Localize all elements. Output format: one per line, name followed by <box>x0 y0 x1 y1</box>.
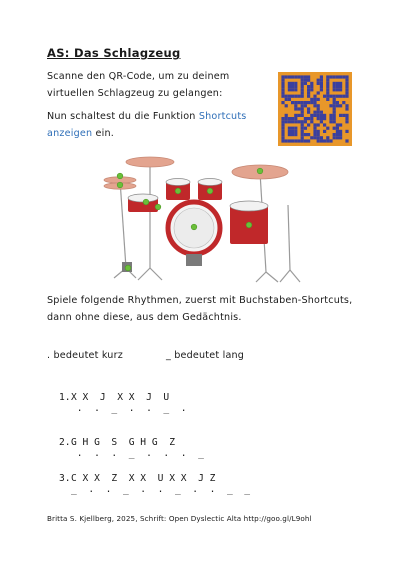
qr-module <box>310 82 313 85</box>
qr-module <box>301 85 304 88</box>
qr-module <box>294 127 297 130</box>
qr-module <box>301 130 304 133</box>
qr-module <box>345 75 348 78</box>
qr-module <box>317 107 320 110</box>
qr-module <box>320 82 323 85</box>
qr-module <box>281 139 284 142</box>
qr-module <box>336 133 339 136</box>
intro-text-qr: Scanne den QR-Code, um zu deinem virtuellen Schlagzeug zu gelangen: <box>47 71 230 99</box>
rhythm-durations: . . _ . . _ . <box>71 403 187 414</box>
qr-module <box>320 85 323 88</box>
qr-module <box>329 114 332 117</box>
qr-module <box>307 79 310 82</box>
instruction-text: Spiele folgende Rhythmen, zuerst mit Buchstaben-Shortcuts, dann ohne diese, aus dem Gedächtnis. <box>47 295 353 323</box>
qr-module <box>317 114 320 117</box>
qr-module <box>304 79 307 82</box>
qr-module <box>336 101 339 104</box>
qr-module <box>307 139 310 142</box>
qr-module <box>323 130 326 133</box>
qr-module <box>281 130 284 133</box>
qr-module <box>313 111 316 114</box>
qr-module <box>339 114 342 117</box>
legend-long: _ bedeutet lang <box>166 350 245 361</box>
qr-module <box>307 75 310 78</box>
qr-module <box>339 88 342 91</box>
qr-module <box>301 101 304 104</box>
qr-module <box>294 95 297 98</box>
qr-module <box>339 123 342 126</box>
qr-module <box>304 120 307 123</box>
qr-module <box>307 123 310 126</box>
qr-module <box>301 133 304 136</box>
qr-module <box>345 114 348 117</box>
drum-kit-illustration <box>98 150 308 285</box>
qr-module <box>301 91 304 94</box>
qr-module <box>333 133 336 136</box>
qr-module <box>317 82 320 85</box>
qr-module <box>294 75 297 78</box>
qr-module <box>342 75 345 78</box>
qr-module <box>339 136 342 139</box>
qr-module <box>313 98 316 101</box>
qr-module <box>288 88 291 91</box>
qr-module <box>339 75 342 78</box>
qr-module <box>342 95 345 98</box>
qr-module <box>320 88 323 91</box>
rhythm-durations: _ . . _ . . _ . . _ _ <box>71 484 251 495</box>
qr-module <box>317 130 320 133</box>
qr-module <box>285 75 288 78</box>
qr-module <box>281 79 284 82</box>
qr-module <box>285 139 288 142</box>
qr-module <box>307 117 310 120</box>
qr-module <box>294 82 297 85</box>
qr-module <box>281 101 284 104</box>
qr-module <box>326 75 329 78</box>
qr-module <box>310 101 313 104</box>
qr-module <box>329 139 332 142</box>
qr-module <box>281 75 284 78</box>
qr-module <box>313 133 316 136</box>
qr-module <box>336 130 339 133</box>
qr-module <box>333 82 336 85</box>
shortcuts-link[interactable]: Shortcuts anzeigen <box>47 111 247 139</box>
qr-module <box>294 85 297 88</box>
qr-module <box>297 107 300 110</box>
qr-module <box>320 79 323 82</box>
qr-module <box>291 85 294 88</box>
qr-module <box>320 75 323 78</box>
rhythm-number: 1. <box>59 392 71 403</box>
qr-module <box>291 117 294 120</box>
qr-module <box>310 98 313 101</box>
qr-module <box>339 85 342 88</box>
qr-module <box>294 133 297 136</box>
rhythm-notes: C X X Z X X U X X J Z <box>71 473 216 484</box>
qr-module <box>288 82 291 85</box>
qr-module <box>301 75 304 78</box>
qr-module <box>320 114 323 117</box>
qr-module <box>345 82 348 85</box>
qr-module <box>310 120 313 123</box>
qr-module <box>326 95 329 98</box>
qr-module <box>342 114 345 117</box>
qr-module <box>310 85 313 88</box>
qr-module <box>297 120 300 123</box>
qr-module <box>288 75 291 78</box>
qr-module <box>329 95 332 98</box>
qr-module <box>307 85 310 88</box>
qr-module <box>313 114 316 117</box>
qr-module <box>317 133 320 136</box>
qr-module <box>336 82 339 85</box>
footer-credit: Britta S. Kjellberg, 2025, Schrift: Open Dyslectic Alta http://goo.gl/L9ohl <box>47 514 312 523</box>
qr-module <box>345 104 348 107</box>
qr-module <box>317 104 320 107</box>
qr-module <box>307 95 310 98</box>
qr-module <box>326 85 329 88</box>
qr-module <box>297 95 300 98</box>
qr-module <box>294 107 297 110</box>
qr-module <box>288 117 291 120</box>
qr-module <box>313 130 316 133</box>
page-title: AS: Das Schlagzeug <box>47 46 181 60</box>
qr-module <box>301 82 304 85</box>
qr-module <box>304 139 307 142</box>
qr-module <box>336 104 339 107</box>
qr-module <box>336 95 339 98</box>
qr-module <box>326 88 329 91</box>
qr-module <box>333 101 336 104</box>
qr-module <box>313 127 316 130</box>
qr-module <box>345 107 348 110</box>
legend-short: . bedeutet kurz <box>47 350 123 361</box>
qr-module <box>336 85 339 88</box>
rhythm-notes: G H G S G H G Z <box>71 437 175 448</box>
qr-module <box>281 136 284 139</box>
qr-module <box>294 117 297 120</box>
qr-module <box>297 114 300 117</box>
qr-module <box>345 139 348 142</box>
qr-module <box>339 104 342 107</box>
qr-module <box>304 127 307 130</box>
qr-module <box>333 114 336 117</box>
qr-module <box>301 104 304 107</box>
qr-module <box>326 139 329 142</box>
qr-module <box>294 114 297 117</box>
qr-module <box>281 95 284 98</box>
qr-module <box>317 139 320 142</box>
qr-module <box>345 85 348 88</box>
qr-module <box>345 95 348 98</box>
qr-module <box>323 139 326 142</box>
qr-module <box>339 82 342 85</box>
qr-module <box>313 104 316 107</box>
qr-module <box>294 139 297 142</box>
qr-module <box>333 136 336 139</box>
qr-module <box>294 104 297 107</box>
qr-module <box>326 136 329 139</box>
qr-module <box>326 91 329 94</box>
qr-module <box>333 85 336 88</box>
qr-module <box>317 79 320 82</box>
qr-module <box>281 117 284 120</box>
qr-module <box>297 75 300 78</box>
qr-code-graphic <box>278 72 352 146</box>
qr-module <box>339 133 342 136</box>
qr-module <box>345 117 348 120</box>
qr-module <box>323 123 326 126</box>
qr-module <box>304 82 307 85</box>
rhythm-3 <box>59 472 250 496</box>
qr-module <box>301 120 304 123</box>
qr-module <box>326 79 329 82</box>
rhythm-1 <box>59 391 187 415</box>
qr-module <box>288 133 291 136</box>
rhythm-number: 3. <box>59 473 71 484</box>
qr-module <box>304 104 307 107</box>
qr-module <box>320 120 323 123</box>
qr-module <box>288 98 291 101</box>
qr-module <box>304 101 307 104</box>
qr-module <box>301 123 304 126</box>
qr-module <box>307 101 310 104</box>
qr-module <box>307 88 310 91</box>
qr-module <box>345 91 348 94</box>
qr-module <box>291 130 294 133</box>
qr-module <box>313 136 316 139</box>
qr-module <box>285 114 288 117</box>
qr-module <box>285 104 288 107</box>
qr-module <box>291 75 294 78</box>
qr-module <box>294 130 297 133</box>
qr-module <box>333 111 336 114</box>
qr-module <box>317 98 320 101</box>
qr-module <box>297 101 300 104</box>
qr-module <box>336 136 339 139</box>
qr-module <box>336 127 339 130</box>
qr-module <box>320 117 323 120</box>
qr-module <box>323 114 326 117</box>
qr-module <box>307 107 310 110</box>
qr-module <box>291 95 294 98</box>
rhythm-durations: . . . _ . . . _ <box>71 448 204 459</box>
qr-module <box>294 101 297 104</box>
qr-module <box>313 101 316 104</box>
qr-module <box>329 117 332 120</box>
qr-module <box>291 82 294 85</box>
qr-module <box>320 139 323 142</box>
qr-module <box>301 111 304 114</box>
qr-module <box>288 120 291 123</box>
qr-module <box>310 117 313 120</box>
qr-module <box>291 133 294 136</box>
qr-module <box>333 98 336 101</box>
qr-module <box>307 133 310 136</box>
qr-module <box>285 117 288 120</box>
qr-module <box>326 82 329 85</box>
qr-module <box>301 79 304 82</box>
qr-module <box>291 101 294 104</box>
qr-module <box>317 111 320 114</box>
qr-module <box>333 107 336 110</box>
qr-module <box>333 95 336 98</box>
qr-module <box>323 117 326 120</box>
qr-module <box>333 104 336 107</box>
intro-text-after-link: ein. <box>92 127 114 139</box>
qr-module <box>313 123 316 126</box>
qr-module <box>281 123 284 126</box>
qr-module <box>301 139 304 142</box>
qr-module <box>281 127 284 130</box>
qr-module <box>313 95 316 98</box>
qr-module <box>320 136 323 139</box>
qr-module <box>281 88 284 91</box>
qr-module <box>333 120 336 123</box>
rhythm-2 <box>59 436 204 460</box>
qr-module <box>288 127 291 130</box>
qr-module <box>288 139 291 142</box>
qr-module <box>317 91 320 94</box>
qr-module <box>345 88 348 91</box>
qr-module <box>326 98 329 101</box>
qr-module <box>301 114 304 117</box>
qr-module <box>291 120 294 123</box>
qr-module <box>281 120 284 123</box>
qr-module <box>342 101 345 104</box>
qr-module <box>326 127 329 130</box>
qr-module <box>333 75 336 78</box>
qr-module <box>310 136 313 139</box>
qr-module <box>291 127 294 130</box>
qr-module <box>317 123 320 126</box>
qr-module <box>291 88 294 91</box>
qr-module <box>320 111 323 114</box>
qr-module <box>294 88 297 91</box>
qr-module <box>317 117 320 120</box>
qr-module <box>281 85 284 88</box>
qr-code-icon[interactable] <box>278 72 352 146</box>
qr-module <box>336 88 339 91</box>
qr-module <box>297 139 300 142</box>
intro-text-before-link: Nun schaltest du die Funktion <box>47 111 199 122</box>
intro-text-shortcuts <box>47 109 277 142</box>
qr-module <box>288 130 291 133</box>
qr-module <box>310 88 313 91</box>
qr-module <box>333 127 336 130</box>
qr-module <box>301 136 304 139</box>
qr-module <box>285 120 288 123</box>
qr-module <box>329 75 332 78</box>
qr-module <box>329 120 332 123</box>
qr-module <box>345 130 348 133</box>
qr-module <box>288 85 291 88</box>
qr-module <box>285 98 288 101</box>
qr-module <box>294 120 297 123</box>
qr-module <box>339 130 342 133</box>
qr-module <box>304 117 307 120</box>
rhythm-notes: X X J X X J U <box>71 392 170 403</box>
rhythm-number: 2. <box>59 437 71 448</box>
qr-module <box>339 95 342 98</box>
qr-module <box>333 117 336 120</box>
qr-module <box>288 95 291 98</box>
qr-module <box>323 95 326 98</box>
qr-module <box>345 79 348 82</box>
qr-module <box>336 123 339 126</box>
qr-module <box>301 95 304 98</box>
qr-module <box>304 75 307 78</box>
qr-module <box>310 114 313 117</box>
qr-module <box>281 133 284 136</box>
qr-module <box>333 88 336 91</box>
qr-module <box>301 107 304 110</box>
qr-module <box>285 95 288 98</box>
qr-module <box>301 127 304 130</box>
qr-module <box>317 136 320 139</box>
qr-module <box>307 91 310 94</box>
qr-module <box>291 139 294 142</box>
qr-module <box>281 82 284 85</box>
qr-module <box>304 133 307 136</box>
qr-module <box>329 104 332 107</box>
qr-module <box>345 120 348 123</box>
qr-module <box>336 75 339 78</box>
qr-module <box>281 91 284 94</box>
qr-module <box>301 88 304 91</box>
qr-module <box>307 111 310 114</box>
